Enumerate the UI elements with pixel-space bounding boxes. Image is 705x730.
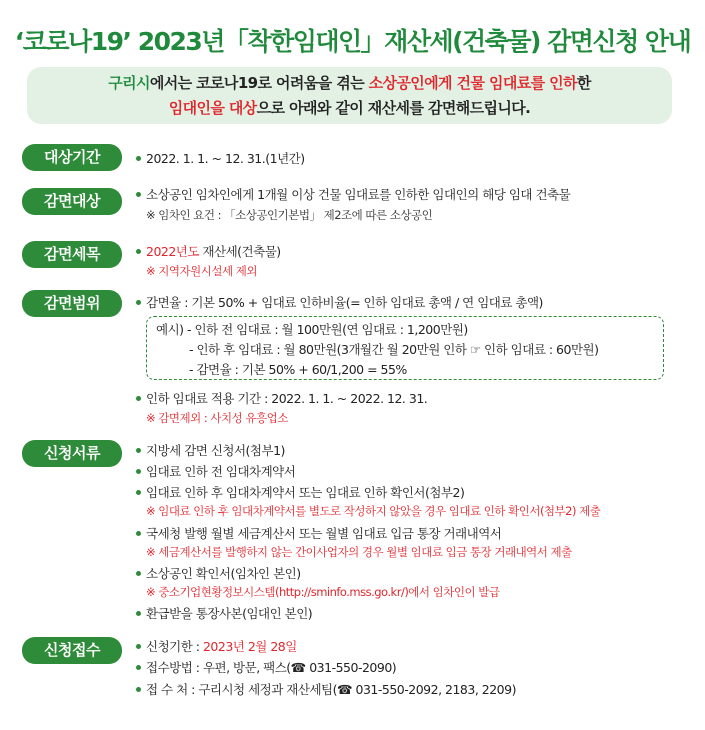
example-line-1: 예시) - 인하 전 임대료 : 월 100만원(연 임대료 : 1,200만원) bbox=[156, 322, 468, 337]
tax-text: 재산세(건축물) bbox=[198, 244, 281, 259]
bullet-icon bbox=[136, 192, 141, 197]
bullet-icon bbox=[136, 665, 141, 670]
tax-year: 2022년도 bbox=[146, 244, 199, 259]
apply-line-2 bbox=[136, 658, 396, 676]
bullet-icon bbox=[136, 448, 141, 453]
bullet-icon bbox=[136, 611, 141, 616]
docs-line-4 bbox=[136, 524, 501, 542]
section-badge-docs: 신청서류 bbox=[22, 440, 122, 467]
target-line bbox=[136, 185, 570, 203]
apply-text: 접수방법 : 우편, 방문, 팩스(☎ 031-550-2090) bbox=[146, 660, 397, 675]
target-note: ※ 임차인 요건 : 「소상공인기본법」 제2조에 따른 소상공인 bbox=[146, 208, 433, 222]
apply-line-3 bbox=[136, 680, 516, 698]
scope-line bbox=[136, 293, 543, 311]
section-badge-period: 대상기간 bbox=[22, 144, 122, 171]
docs-text: 지방세 감면 신청서(첨부1) bbox=[146, 443, 285, 458]
target-text: 소상공인 임차인에게 1개월 이상 건물 임대료를 인하한 임대인의 해당 임대 건축물 bbox=[146, 187, 571, 202]
docs-text: 임대료 인하 전 임대차계약서 bbox=[146, 464, 296, 479]
apply-text: 접 수 처 : 구리시청 세정과 재산세팀(☎ 031-550-2092, 2183, 2209) bbox=[146, 682, 516, 697]
docs-note-3: ※ 임대료 인하 후 임대차계약서를 별도로 작성하지 않았을 경우 임대료 인하 확인서(첨부2) 제출 bbox=[146, 504, 601, 518]
docs-note-4: ※ 세금계산서를 발행하지 않는 간이사업자의 경우 월별 임대료 입금 통장 거래내역서 제출 bbox=[146, 545, 572, 559]
intro-highlight: 임대인을 대상 bbox=[168, 99, 257, 117]
bullet-icon bbox=[136, 687, 141, 692]
intro-box bbox=[27, 67, 672, 124]
tax-line bbox=[136, 242, 281, 260]
docs-note-5: ※ 중소기업현황정보시스템(http://sminfo.mss.go.kr/)에서 임차인이 발급 bbox=[146, 585, 500, 599]
bullet-icon bbox=[136, 644, 141, 649]
docs-text: 임대료 인하 후 임대차계약서 또는 임대료 인하 확인서(첨부2) bbox=[146, 485, 465, 500]
bullet-icon bbox=[136, 490, 141, 495]
docs-line-1 bbox=[136, 441, 285, 459]
docs-line-6 bbox=[136, 604, 312, 622]
example-line-3: - 감면율 : 기본 50% + 60/1,200 = 55% bbox=[189, 362, 407, 377]
intro-highlight: 소상공인에게 건물 임대료를 인하 bbox=[368, 74, 577, 92]
example-line-2: - 인하 후 임대료 : 월 80만원(3개월간 월 20만원 인하 ☞ 인하 임대료 : 60만원) bbox=[189, 342, 599, 357]
section-badge-apply: 신청접수 bbox=[22, 637, 122, 664]
intro-line-1 bbox=[27, 71, 672, 96]
intro-city: 구리시 bbox=[108, 74, 150, 92]
period-line bbox=[136, 149, 305, 167]
docs-line-2 bbox=[136, 462, 295, 480]
intro-text: 에서는 코로나19로 어려움을 겪는 bbox=[149, 74, 369, 92]
page-title: ‘코로나19’ 2023년「착한임대인」재산세(건축물) 감면신청 안내 bbox=[14, 27, 691, 56]
scope-period-text: 인하 임대료 적용 기간 : 2022. 1. 1. ~ 2022. 12. 31. bbox=[146, 391, 428, 406]
docs-text: 소상공인 확인서(임차인 본인) bbox=[146, 566, 301, 581]
intro-text: 한 bbox=[576, 74, 591, 92]
scope-note: ※ 감면제외 : 사치성 유흥업소 bbox=[146, 411, 288, 425]
section-badge-target: 감면대상 bbox=[22, 188, 122, 215]
bullet-icon bbox=[136, 156, 141, 161]
bullet-icon bbox=[136, 300, 141, 305]
apply-deadline: 2023년 2월 28일 bbox=[202, 639, 297, 654]
intro-line-2 bbox=[27, 96, 672, 121]
docs-line-5 bbox=[136, 564, 301, 582]
section-badge-tax: 감면세목 bbox=[22, 241, 122, 268]
bullet-icon bbox=[136, 396, 141, 401]
bullet-icon bbox=[136, 249, 141, 254]
scope-text: 감면율 : 기본 50% + 임대료 인하비율(= 인하 임대료 총액 / 연 임대료 총액) bbox=[146, 295, 543, 310]
tax-note: ※ 지역자원시설세 제외 bbox=[146, 264, 257, 278]
bullet-icon bbox=[136, 571, 141, 576]
period-text: 2022. 1. 1. ~ 12. 31.(1년간) bbox=[146, 151, 305, 166]
intro-text: 으로 아래와 같이 재산세를 감면해드립니다. bbox=[256, 99, 531, 117]
apply-text: 신청기한 : bbox=[146, 639, 203, 654]
bullet-icon bbox=[136, 469, 141, 474]
scope-period-line bbox=[136, 389, 427, 407]
docs-text: 환급받을 통장사본(임대인 본인) bbox=[146, 606, 313, 621]
apply-line-1 bbox=[136, 637, 297, 655]
docs-line-3 bbox=[136, 483, 464, 501]
docs-text: 국세청 발행 월별 세금계산서 또는 월별 임대료 입금 통장 거래내역서 bbox=[146, 526, 502, 541]
section-badge-scope: 감면범위 bbox=[22, 290, 122, 317]
bullet-icon bbox=[136, 531, 141, 536]
